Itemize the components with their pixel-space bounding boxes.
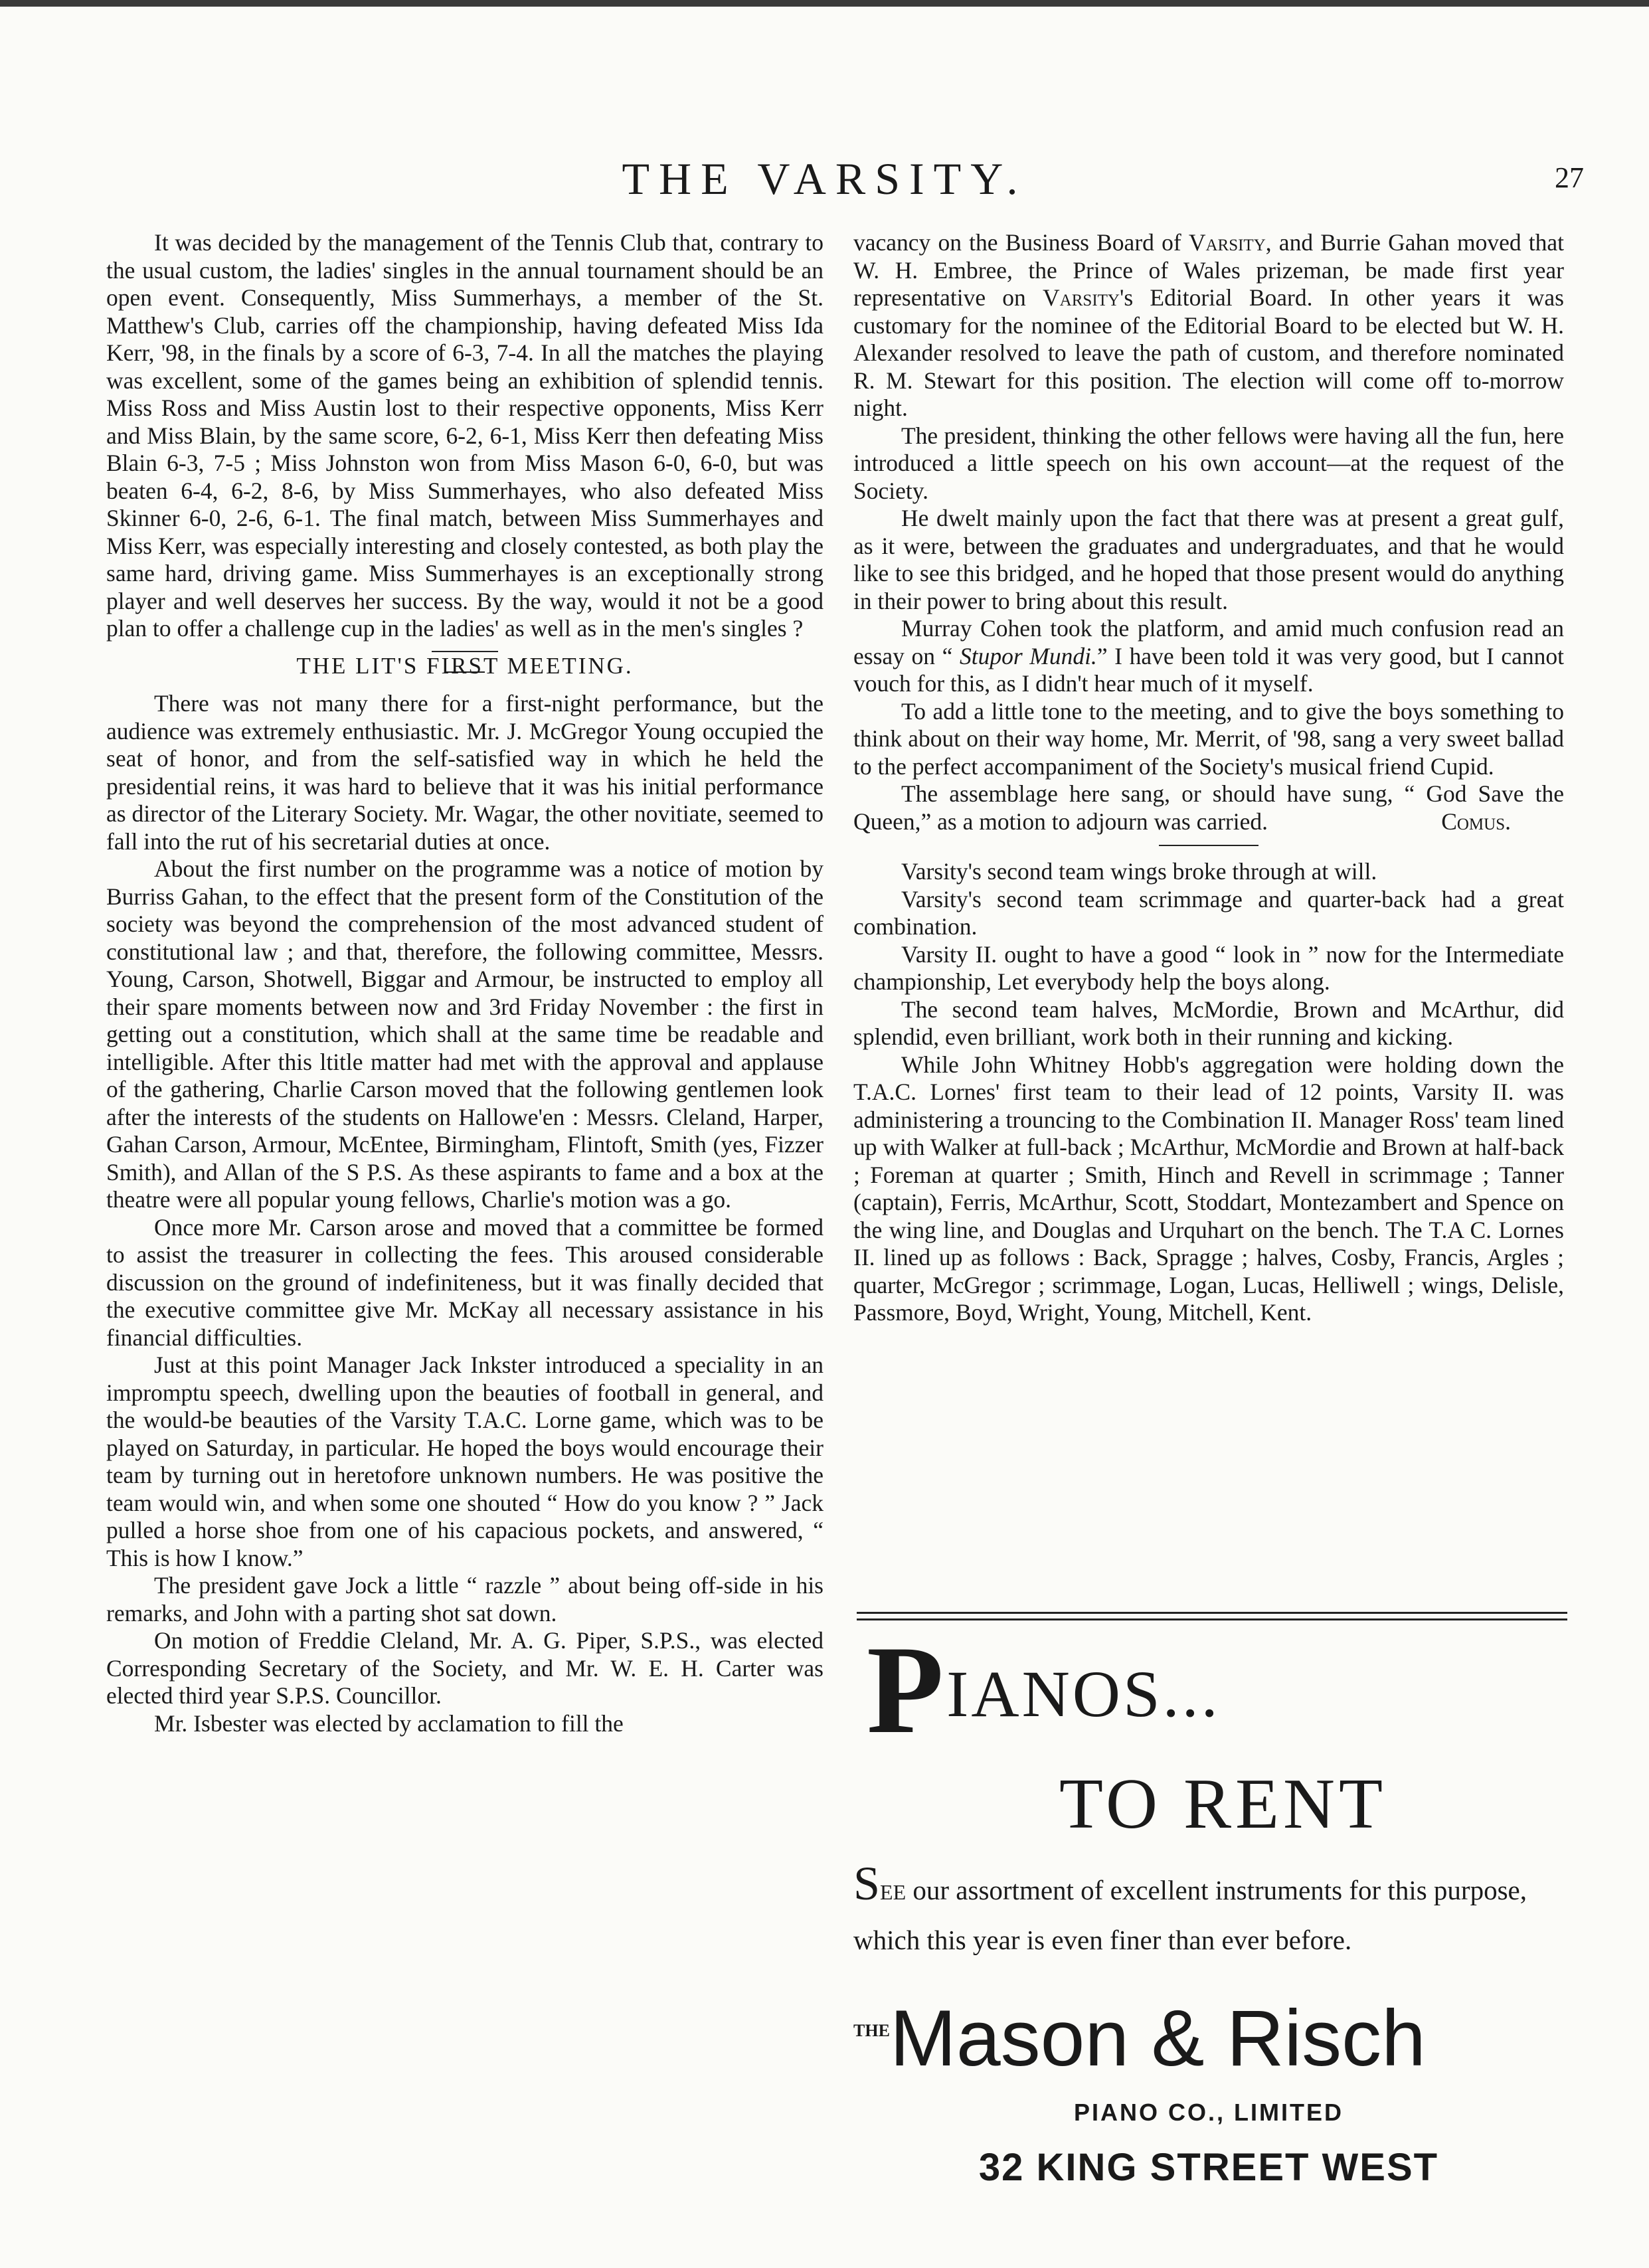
article-paragraph: He dwelt mainly upon the fact that there was at present a great gulf, as it were, between the graduates and undergraduates, and that he would like to see this bridged, and he hoped that those present would do anything in their power to bring about this result. [853,505,1564,614]
football-note: Varsity II. ought to have a good “ look in ” now for the Intermediate championship, Let everybody help the boys along. [853,940,1564,995]
author-signature: Comus. [1441,808,1511,835]
text-run: 's Editorial Board. In other years it was customary for the nominee of the Editorial Board to be elected but W. H. Alexander resolved to leave the path of custom, and therefore nominated R. M. Stewart for this position. The election will come off to-morrow night. [853,284,1564,421]
ad-headline-text: IANOS... [946,1657,1221,1731]
text-run: ” I have been told it was very good, but I cannot vouch for this, as I didn't hear much of it myself. [853,642,1564,697]
masthead [0,153,1649,219]
right-column [853,229,1564,1327]
ad-top-rule [857,1612,1567,1614]
ad-headline [867,1620,1221,1760]
text-run: The assemblage here sang, or should have sung, “ God Save the Queen,” as a motion to adjourn was carried. [853,780,1564,835]
company-article: THE [853,2021,890,2040]
left-column [106,229,824,1737]
section-divider [1159,845,1258,846]
football-note: Varsity's second team scrimmage and quarter-back had a great combination. [853,885,1564,940]
football-note: The second team halves, McMordie, Brown and McArthur, did splendid, even brilliant, work both in their running and kicking. [853,996,1564,1050]
article-paragraph: Just at this point Manager Jack Inkster introduced a speciality in an impromptu speech, dwelling upon the beauties of football in general, and the would-be beauties of the Varsity T.A.C. Lorne game, which was to be played on Saturday, in particular. He hoped the boys would encourage their team by turning out in heretofore unknown numbers. He was positive the team would win, and when some one shouted “ How do you know ? ” Jack pulled a horse shoe from one of his capacious pockets, and answered, “ This is how I know.” [106,1352,824,1571]
text-run: EE [880,1880,907,1904]
football-note: Varsity's second team wings broke through at will. [901,858,1377,885]
closing-paragraph [853,780,1564,835]
page-top-border [0,0,1649,7]
ad-subheadline: TO RENT [1059,1765,1387,1844]
company-subtitle: PIANO CO., LIMITED [1073,2099,1344,2126]
ad-top-rule [857,1618,1567,1620]
company-address: 32 KING STREET WEST [978,2146,1439,2189]
article-paragraph: About the first number on the programme was a notice of motion by Burriss Gahan, to the effect that the present form of the Constitution of the society was beyond the comprehension of the most advanced student of constitutional law ; and that, therefore, the following committee, Messrs. Young, Carson, Shotwell, Biggar and Armour, be instructed to employ all their spare moments between now and 3rd Friday November : the first in getting out a constitution, which shall at the same time be readable and intelligible. After this ltitle matter had met with the approval and applause of the gathering, Charlie Carson moved that the following gentlemen look after the interests of the students on Hallowe'en : Messrs. Cleland, Harper, Gahan Carson, Armour, McEntee, Birmingham, Flintoft, Smith (yes, Fizzer Smith), and Allan of the S P.S. As these aspirants to fame and a box at the theatre were all popular young fellows, Charlie's motion was a go. [106,855,824,1213]
newspaper-title: THE VARSITY. [622,153,1027,204]
article-paragraph: On motion of Freddie Cleland, Mr. A. G. Piper, S.P.S., was elected Corresponding Secretary of the Society, and Mr. W. E. H. Carter was elected third year S.P.S. Councillor. [106,1627,824,1709]
article-paragraph: The president, thinking the other fellows were having all the fun, here introduced a little speech on his own account—at the request of the Society. [853,422,1564,504]
essay-title: Stupor Mundi. [959,642,1097,669]
ad-body [853,1857,1564,1964]
text-run: our assortment of excellent instruments for this purpose, which this year is even finer than ever before. [853,1875,1527,1955]
football-note: While John Whitney Hobb's aggregation were holding down the T.A.C. Lornes' first team to their lead of 12 points, Varsity II. was administering a trouncing to the Combination II. Manager Ross' team lined up with Walker at full-back ; McArthur, McMordie and Brown at half-back ; Foreman at quarter ; Smith, Hinch and Revell in scrimmage ; Tanner (captain), Ferris, McArthur, Scott, Stoddart, Montezambert and Spence on the wing line, and Douglas and Urquhart on the bench. The T.A C. Lornes II. lined up as follows : Back, Spragge ; halves, Cosby, Francis, Argles ; quarter, McGregor ; scrimmage, Logan, Lucas, Helliwell ; wings, Delisle, Passmore, Boyd, Wright, Young, Mitchell, Kent. [853,1051,1564,1326]
company-wordmark: Mason & Risch [889,1994,1426,2083]
ad-initial-letter: P [867,1620,947,1760]
continued-paragraph [853,229,1564,422]
text-run: Murray Cohen took the platform, and amid much confusion read an essay on “ [853,615,1564,669]
varsity-smallcaps: Varsity [1188,229,1266,256]
text-run: , and Burrie Gahan moved that W. H. Embree, the Prince of Wales prizeman, be made first year representative on [853,229,1564,311]
varsity-smallcaps: Varsity [1043,284,1120,311]
article-paragraph: Once more Mr. Carson arose and moved that a committee be formed to assist the treasurer in collecting the fees. This aroused considerable discussion on the ground of indefiniteness, but it was finally decided that the executive committee give Mr. McKay all necessary assistance in his financial difficulties. [106,1213,824,1351]
article-paragraph [853,615,1564,698]
article-paragraph: To add a little tone to the meeting, and to give the boys something to think about on their way home, Mr. Merrit, of '98, sang a very sweet ballad to the perfect accompaniment of the Society's musical friend Cupid. [853,697,1564,780]
section-heading: THE LIT'S FIRST MEETING. [296,652,634,679]
tennis-paragraph: It was decided by the management of the Tennis Club that, contrary to the usual custom, the ladies' singles in the annual tournament should be an open event. Consequently, Miss Summerhays, a member of the St. Matthew's Club, carries off the championship, having defeated Miss Ida Kerr, '98, in the finals by a score of 6-3, 7-4. In all the matches the playing was excellent, some of the games being an exhibition of splendid tennis. Miss Ross and Miss Austin lost to their respective opponents, Miss Kerr and Miss Blain, by the same score, 6-2, 6-1, Miss Kerr then defeating Miss Blain 6-3, 7-5 ; Miss Johnston won from Miss Mason 6-0, 6-0, but was beaten 6-4, 6-2, 8-6, by Miss Summerhayes, who also defeated Miss Skinner 6-0, 2-6, 6-1. The final match, between Miss Summerhayes and Miss Kerr, was especially interesting and closely contested, as both play the same hard, driving game. Miss Summerhayes is an exceptionally strong player and well deserves her success. By the way, would it not be a good plan to offer a challenge cup in the ladies' as well as in the men's singles ? [106,229,824,642]
ad-drop-letter: S [853,1857,881,1910]
article-paragraph: The president gave Jock a little “ razzle ” about being off-side in his remarks, and John with a parting shot sat down. [106,1572,824,1626]
page-number: 27 [1555,161,1584,194]
article-paragraph: There was not many there for a first-night performance, but the audience was extremely enthusiastic. Mr. J. McGregor Young occupied the seat of honor, and from the self-satisfied way in which he held the presidential reins, it was hard to believe that it was his initial performance as director of the Literary Society. Mr. Wagar, the other novitiate, seemed to fall into the rut of his secretarial duties at once. [106,690,824,855]
company-name [853,1992,1564,2084]
text-run: vacancy on the Business Board of [853,229,1189,256]
article-paragraph: Mr. Isbester was elected by acclamation to fill the [154,1709,624,1737]
